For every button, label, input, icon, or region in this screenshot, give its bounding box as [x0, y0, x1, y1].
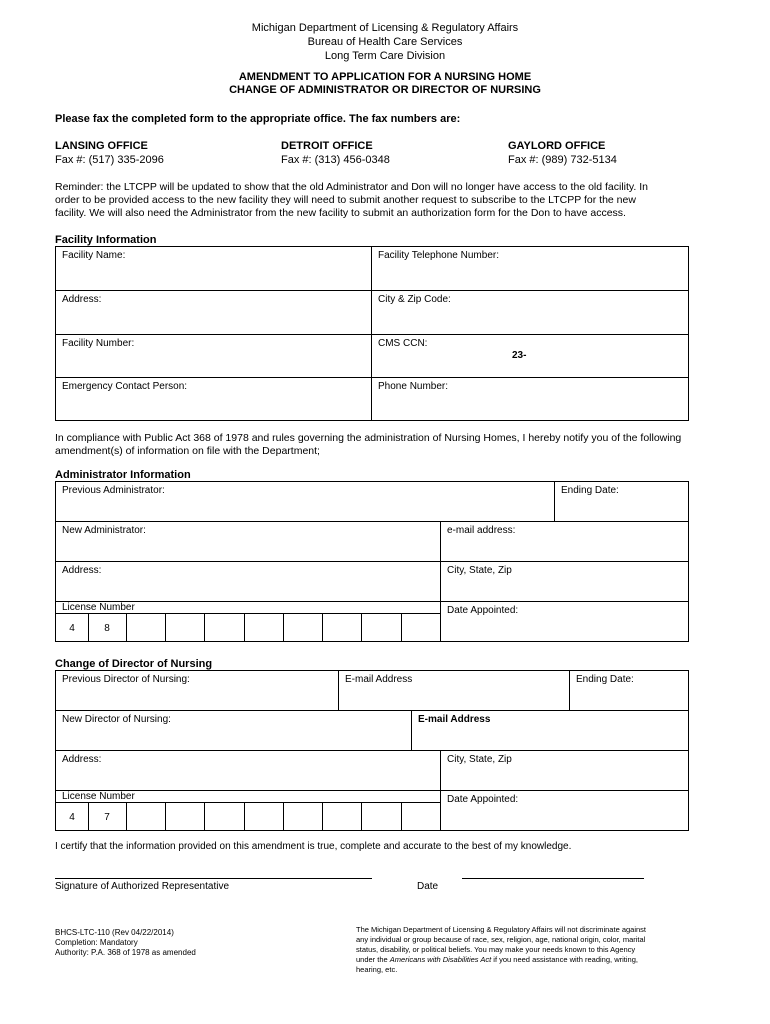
administrator-address-label: Address: — [62, 565, 102, 576]
office-name-detroit: DETROIT OFFICE — [281, 140, 373, 152]
administrator-table — [55, 481, 689, 642]
date-line[interactable] — [462, 878, 644, 879]
authority-note: Authority: P.A. 368 of 1978 as amended — [55, 948, 196, 957]
nondiscrimination-line5: hearing, etc. — [356, 965, 398, 974]
facility-address-label: Address: — [62, 294, 102, 305]
previous-don-field[interactable] — [56, 671, 338, 710]
emergency-contact-label: Emergency Contact Person: — [62, 381, 188, 392]
administrator-city-label: City, State, Zip — [447, 565, 512, 576]
facility-name-field[interactable] — [56, 247, 371, 290]
don-date-appointed-label: Date Appointed: — [447, 794, 519, 805]
administrator-date-appointed-field[interactable] — [441, 602, 688, 641]
don-license-digit-1[interactable]: 4 — [69, 812, 75, 823]
administrator-heading: Administrator Information — [55, 469, 191, 481]
facility-phone-field[interactable] — [372, 247, 688, 290]
previous-administrator-label: Previous Administrator: — [62, 485, 165, 496]
nondiscrimination-notice — [356, 925, 686, 975]
new-don-label: New Director of Nursing: — [62, 714, 171, 725]
previous-administrator-field[interactable] — [56, 482, 554, 521]
reminder-line2: order to be provided access to the new facility they will need to submit another request to subscribe to the LTCPP for the new — [55, 194, 636, 206]
administrator-date-appointed-label: Date Appointed: — [447, 605, 519, 616]
administrator-license-digit-2[interactable]: 8 — [104, 623, 110, 634]
compliance-line1: In compliance with Public Act 368 of 1978 and rules governing the administration of Nursing Homes, I hereby notify you of the following — [55, 432, 682, 444]
administrator-city-field[interactable] — [441, 562, 688, 601]
administrator-email-field[interactable] — [441, 522, 688, 561]
office-name-gaylord: GAYLORD OFFICE — [508, 140, 606, 152]
nondiscrimination-line1: The Michigan Department of Licensing & Regulatory Affairs will not discriminate against — [356, 925, 647, 934]
facility-phone-label: Facility Telephone Number: — [378, 250, 499, 261]
don-address-label: Address: — [62, 754, 102, 765]
new-don-email-label: E-mail Address — [418, 714, 491, 725]
don-license-label: License Number — [62, 791, 135, 802]
emergency-contact-field[interactable] — [56, 378, 371, 420]
administrator-license-label: License Number — [62, 602, 135, 613]
nondiscrimination-line4 — [356, 955, 686, 965]
administrator-ending-date-field[interactable] — [555, 482, 688, 521]
date-label: Date — [417, 881, 439, 892]
administrator-license-digit-1[interactable]: 4 — [69, 623, 75, 634]
administrator-ending-date-label: Ending Date: — [561, 485, 619, 496]
certify-statement: I certify that the information provided on this amendment is true, complete and accurate to the best of my knowledge. — [55, 841, 572, 852]
bureau-name: Bureau of Health Care Services — [307, 36, 463, 48]
previous-don-email-label: E-mail Address — [345, 674, 413, 685]
reminder-line1: Reminder: the LTCPP will be updated to show that the old Administrator and Don will no longer have access to the old facility. In — [55, 181, 648, 193]
don-ending-date-field[interactable] — [570, 671, 688, 710]
facility-city-zip-field[interactable] — [372, 291, 688, 334]
new-don-email-field[interactable] — [412, 711, 688, 750]
don-address-field[interactable] — [56, 751, 440, 790]
don-table — [55, 670, 689, 831]
new-administrator-label: New Administrator: — [62, 525, 146, 536]
don-date-appointed-field[interactable] — [441, 791, 688, 830]
nondiscrimination-line3: status, disability, or political beliefs. You may make your needs known to this Agency — [356, 945, 636, 954]
facility-number-label: Facility Number: — [62, 338, 135, 349]
don-city-label: City, State, Zip — [447, 754, 512, 765]
new-administrator-field[interactable] — [56, 522, 440, 561]
reminder-line3: facility. We will also need the Administrator from the new facility to submit an authorization form for the Don to have access. — [55, 207, 626, 219]
new-don-field[interactable] — [56, 711, 411, 750]
facility-name-label: Facility Name: — [62, 250, 126, 261]
completion-note: Completion: Mandatory — [55, 938, 138, 947]
don-city-field[interactable] — [441, 751, 688, 790]
previous-don-email-field[interactable] — [339, 671, 569, 710]
facility-address-field[interactable] — [56, 291, 371, 334]
form-title-line2: CHANGE OF ADMINISTRATOR OR DIRECTOR OF NURSING — [229, 84, 541, 96]
nondiscrimination-line4-start: under the — [356, 955, 390, 964]
office-name-lansing: LANSING OFFICE — [55, 140, 148, 152]
form-title-line1: AMENDMENT TO APPLICATION FOR A NURSING HOME — [238, 71, 532, 83]
emergency-phone-field[interactable] — [372, 378, 688, 420]
agency-name: Michigan Department of Licensing & Regulatory Affairs — [251, 22, 519, 34]
nondiscrimination-line4-end: if you need assistance with reading, writing, — [491, 955, 638, 964]
administrator-email-label: e-mail address: — [447, 525, 516, 536]
office-fax-lansing: Fax #: (517) 335-2096 — [55, 154, 164, 166]
facility-heading: Facility Information — [55, 234, 157, 246]
office-fax-detroit: Fax #: (313) 456-0348 — [281, 154, 390, 166]
cms-ccn-prefix: 23- — [512, 350, 527, 361]
signature-line[interactable] — [55, 878, 372, 879]
office-fax-gaylord: Fax #: (989) 732-5134 — [508, 154, 617, 166]
facility-city-zip-label: City & Zip Code: — [378, 294, 451, 305]
facility-table — [55, 246, 689, 421]
don-heading: Change of Director of Nursing — [55, 658, 213, 670]
ada-reference: Americans with Disabilities Act — [389, 955, 492, 964]
signature-label: Signature of Authorized Representative — [55, 881, 229, 892]
form-id: BHCS-LTC-110 (Rev 04/22/2014) — [55, 928, 174, 937]
don-license-digit-2[interactable]: 7 — [104, 812, 110, 823]
previous-don-label: Previous Director of Nursing: — [62, 674, 190, 685]
facility-number-field[interactable] — [56, 335, 371, 377]
division-name: Long Term Care Division — [324, 50, 446, 62]
nondiscrimination-line2: any individual or group because of race, sex, religion, age, national origin, color, marital — [356, 935, 646, 944]
administrator-address-field[interactable] — [56, 562, 440, 601]
don-ending-date-label: Ending Date: — [576, 674, 634, 685]
cms-ccn-field[interactable] — [372, 335, 688, 377]
fax-instruction: Please fax the completed form to the appropriate office. The fax numbers are: — [55, 113, 461, 125]
emergency-phone-label: Phone Number: — [378, 381, 449, 392]
compliance-line2: amendment(s) of information on file with the Department; — [55, 445, 320, 457]
cms-ccn-label: CMS CCN: — [378, 338, 428, 349]
